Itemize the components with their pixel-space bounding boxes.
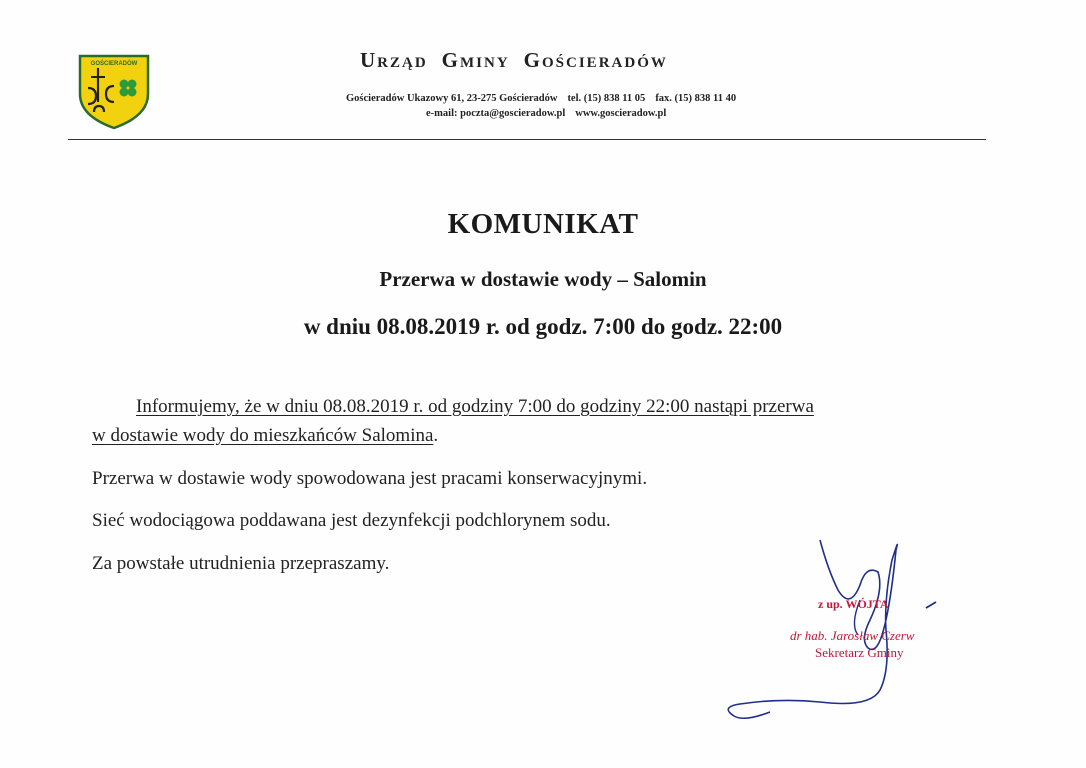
office-name: Urząd Gminy Gościeradów: [360, 48, 668, 72]
announcement-title: KOMUNIKAT: [447, 208, 639, 240]
contact-address-line: [346, 93, 736, 104]
signature-stamp-name: dr hab. Jarosław Czerw: [790, 628, 915, 643]
contact-web-line: [426, 108, 666, 119]
body-paragraph-4: Za powstałe utrudnienia przepraszamy.: [92, 553, 390, 574]
announcement-date-line: w dniu 08.08.2019 r. od godz. 7:00 do godz. 22:00: [303, 314, 783, 339]
municipality-crest-logo: [74, 50, 154, 130]
announcement-subtitle: Przerwa w dostawie wody – Salomin: [379, 267, 707, 291]
body-paragraph-1-line-2: w dostawie wody do mieszkańców Salomina.: [92, 425, 439, 446]
body-paragraph-2: Przerwa w dostawie wody spowodowana jest pracami konserwacyjnymi.: [92, 468, 648, 489]
phone: tel. (15) 838 11 05: [567, 93, 646, 104]
fax: fax. (15) 838 11 40: [655, 93, 737, 104]
email[interactable]: e-mail: poczta@goscieradow.pl: [426, 108, 566, 119]
address: Gościeradów Ukazowy 61, 23-275 Gościeradów: [346, 93, 558, 104]
signature-stamp-role: Sekretarz Gminy: [815, 645, 904, 660]
signature-stamp-authority: z up. WÓJTA: [818, 597, 889, 611]
body-paragraph-1-line-1: Informujemy, że w dniu 08.08.2019 r. od godziny 7:00 do godziny 22:00 nastąpi przerwa: [136, 396, 814, 417]
svg-text:GOŚCIERADÓW: GOŚCIERADÓW: [90, 61, 138, 67]
header-divider: [68, 139, 986, 140]
body-paragraph-3: Sieć wodociągowa poddawana jest dezynfekcji podchlorynem sodu.: [92, 510, 611, 531]
website[interactable]: www.goscieradow.pl: [575, 108, 667, 119]
